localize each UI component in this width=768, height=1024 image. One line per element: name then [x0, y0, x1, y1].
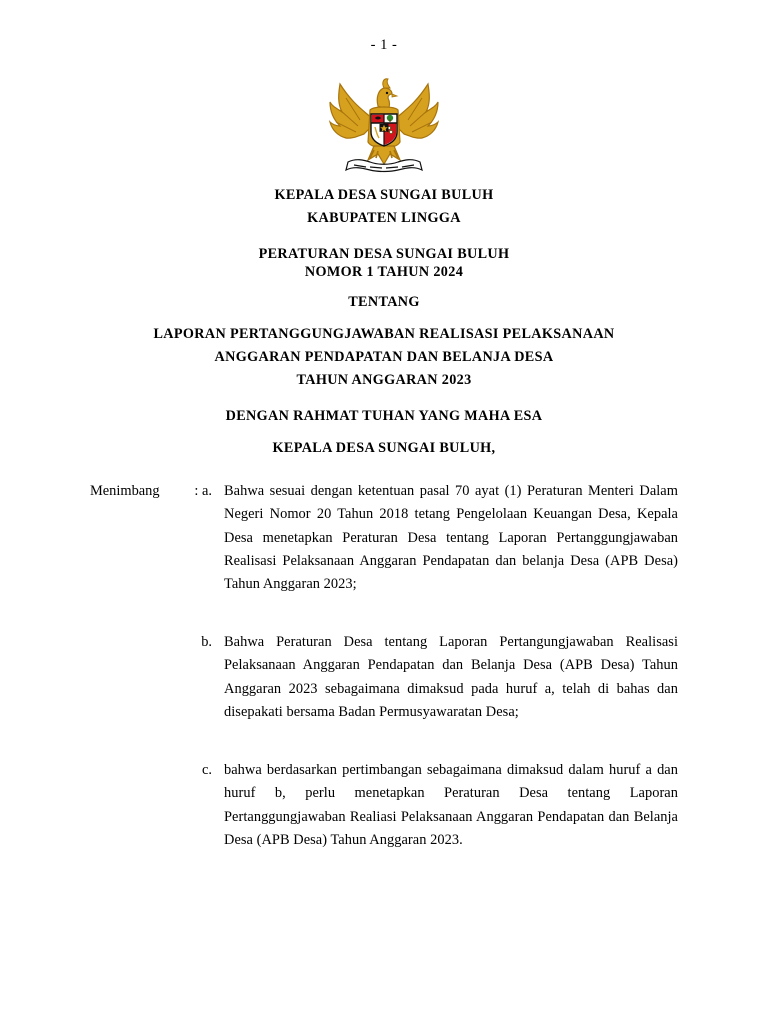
- issuer-line1: KEPALA DESA SUNGAI BULUH: [274, 187, 494, 203]
- item-letter: b.: [201, 634, 212, 650]
- garuda-pancasila-emblem-icon: [326, 76, 442, 176]
- page-number: - 1 -: [370, 37, 398, 53]
- item-letter: : a.: [194, 483, 212, 499]
- subject-line1: LAPORAN PERTANGGUNGJAWABAN REALISASI PELAKSANAAN: [153, 326, 615, 342]
- item-letter: c.: [202, 762, 212, 778]
- signatory-line: KEPALA DESA SUNGAI BULUH,: [272, 440, 496, 456]
- item-text: bahwa berdasarkan pertimbangan sebagaimana dimaksud dalam huruf a dan huruf b, perlu menetapkan Peraturan Desa tentang Laporan Pertanggungjawaban Realiasi Pelaksanaan Anggaran Pendapatan dan Belanja Desa (APB Desa) Tahun Anggaran 2023.: [224, 762, 678, 848]
- subject-line3: TAHUN ANGGARAN 2023: [296, 372, 472, 388]
- subject-line2: ANGGARAN PENDAPATAN DAN BELANJA DESA: [214, 349, 554, 365]
- about-label: TENTANG: [348, 294, 420, 310]
- item-text: Bahwa sesuai dengan ketentuan pasal 70 ayat (1) Peraturan Menteri Dalam Negeri Nomor 20 Tahun 2018 tetang Pengelolaan Keuangan Desa, Kepala Desa menetapkan Peraturan Desa tentang Laporan Pertanggungjawaban Realisasi Pelaksanaan Anggaran Pendapatan dan belanja Desa (APB Desa) Tahun Anggaran 2023;: [224, 483, 678, 593]
- regulation-title: PERATURAN DESA SUNGAI BULUH: [258, 246, 510, 262]
- regulation-number: NOMOR 1 TAHUN 2024: [304, 264, 464, 280]
- item-text: Bahwa Peraturan Desa tentang Laporan Pertangungjawaban Realisasi Pelaksanaan Anggaran Pendapatan dan Belanja Desa (APB Desa) Tahun Anggaran 2023 sebagaimana dimaksud pada huruf a, telah di bahas dan disepakati bersama Badan Permusyawaratan Desa;: [224, 634, 678, 720]
- considering-label: Menimbang: [90, 483, 160, 499]
- issuer-line2: KABUPATEN LINGGA: [307, 210, 461, 226]
- blessing-line: DENGAN RAHMAT TUHAN YANG MAHA ESA: [225, 408, 543, 424]
